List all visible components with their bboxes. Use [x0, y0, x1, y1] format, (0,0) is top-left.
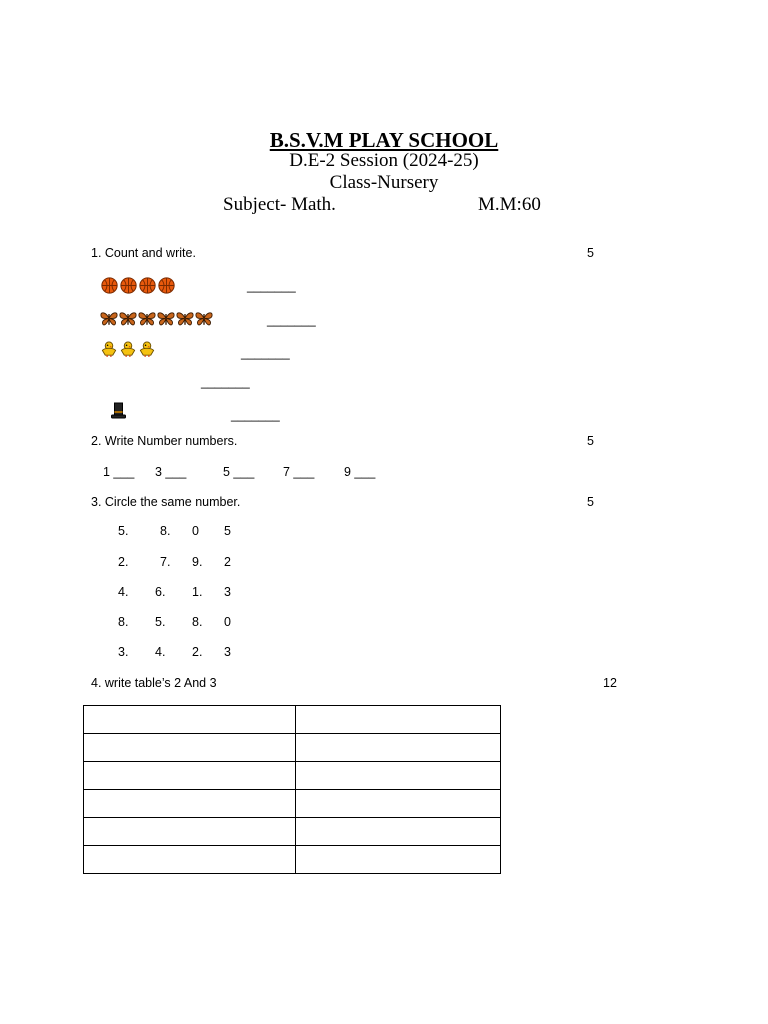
number-cell[interactable]: 2. [192, 645, 203, 659]
number-cell[interactable]: 5. [118, 524, 129, 538]
number-blank-9[interactable]: 9 ___ [344, 465, 376, 479]
butterfly-icon [119, 311, 137, 326]
table-cell[interactable] [84, 818, 296, 846]
chick-icon [139, 341, 155, 358]
number-blank-7[interactable]: 7 ___ [283, 465, 315, 479]
table-cell[interactable] [84, 790, 296, 818]
table-row [84, 818, 501, 846]
basketball-row [101, 277, 175, 294]
basketball-icon [101, 277, 118, 294]
answer-blank-5[interactable]: _______ [231, 408, 280, 422]
class-title: Class-Nursery [329, 172, 439, 193]
number-cell[interactable]: 4. [155, 645, 166, 659]
number-cell[interactable]: 2. [118, 555, 129, 569]
table-cell[interactable] [296, 762, 501, 790]
table-cell[interactable] [84, 706, 296, 734]
answer-blank-2[interactable]: _______ [267, 313, 316, 327]
number-cell[interactable]: 4. [118, 585, 129, 599]
number-cell[interactable]: 0 [192, 524, 199, 538]
table-cell[interactable] [84, 734, 296, 762]
number-blank-3[interactable]: 3 ___ [155, 465, 187, 479]
table-cell[interactable] [296, 706, 501, 734]
question-4-marks: 12 [603, 676, 617, 690]
question-1: 1. Count and write. [91, 246, 196, 260]
table-cell[interactable] [84, 846, 296, 874]
basketball-icon [139, 277, 156, 294]
basketball-icon [158, 277, 175, 294]
butterfly-icon [100, 311, 118, 326]
number-cell[interactable]: 5 [224, 524, 231, 538]
table-row [84, 846, 501, 874]
question-4: 4. write table’s 2 And 3 [91, 676, 217, 690]
question-3: 3. Circle the same number. [91, 495, 241, 509]
table-cell[interactable] [296, 818, 501, 846]
chick-row [101, 341, 155, 358]
question-1-marks: 5 [587, 246, 594, 260]
session-title: D.E-2 Session (2024-25) [289, 150, 479, 171]
question-2: 2. Write Number numbers. [91, 434, 238, 448]
subject-title: Subject- Math. [223, 194, 336, 215]
chick-icon [101, 341, 117, 358]
butterfly-icon [138, 311, 156, 326]
number-cell[interactable]: 7. [160, 555, 171, 569]
table-row [84, 706, 501, 734]
question-3-marks: 5 [587, 495, 594, 509]
butterfly-row [100, 311, 213, 326]
number-cell[interactable]: 2 [224, 555, 231, 569]
butterfly-icon [195, 311, 213, 326]
number-cell[interactable]: 3 [224, 585, 231, 599]
table-cell[interactable] [296, 846, 501, 874]
butterfly-icon [176, 311, 194, 326]
number-cell[interactable]: 8. [118, 615, 129, 629]
table-cell[interactable] [296, 734, 501, 762]
times-table-grid [83, 705, 501, 874]
table-cell[interactable] [296, 790, 501, 818]
table-row [84, 762, 501, 790]
answer-blank-3[interactable]: _______ [241, 346, 290, 360]
question-2-marks: 5 [587, 434, 594, 448]
number-cell[interactable]: 6. [155, 585, 166, 599]
number-cell[interactable]: 8. [192, 615, 203, 629]
table-row [84, 790, 501, 818]
basketball-icon [120, 277, 137, 294]
answer-blank-4[interactable]: _______ [201, 375, 250, 389]
number-cell[interactable]: 9. [192, 555, 203, 569]
number-cell[interactable]: 0 [224, 615, 231, 629]
number-blank-1[interactable]: 1 ___ [103, 465, 135, 479]
school-name: B.S.V.M PLAY SCHOOL [269, 128, 499, 152]
max-marks: M.M:60 [478, 194, 541, 215]
number-cell[interactable]: 1. [192, 585, 203, 599]
answer-blank-1[interactable]: _______ [247, 279, 296, 293]
table-cell[interactable] [84, 762, 296, 790]
number-cell[interactable]: 3 [224, 645, 231, 659]
number-blank-5[interactable]: 5 ___ [223, 465, 255, 479]
number-cell[interactable]: 5. [155, 615, 166, 629]
butterfly-icon [157, 311, 175, 326]
number-cell[interactable]: 3. [118, 645, 129, 659]
chick-icon [120, 341, 136, 358]
number-cell[interactable]: 8. [160, 524, 171, 538]
table-row [84, 734, 501, 762]
top-hat-icon [110, 402, 127, 425]
